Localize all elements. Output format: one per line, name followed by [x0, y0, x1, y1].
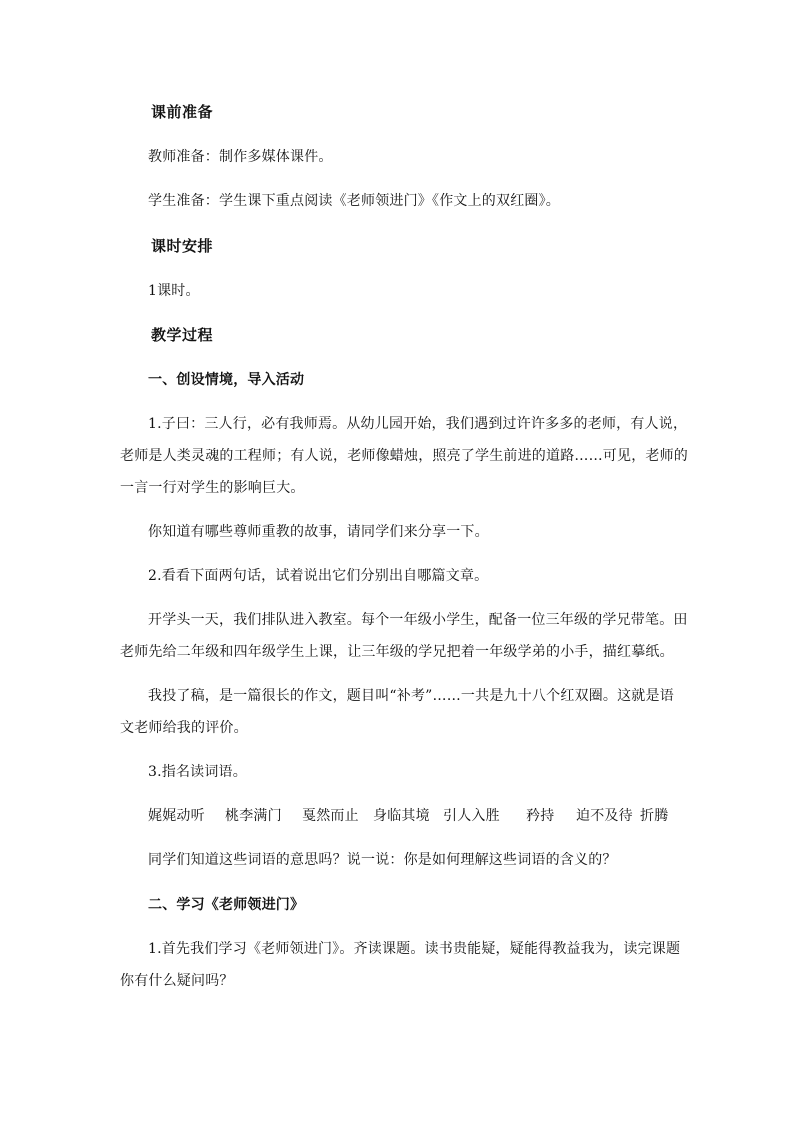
paragraph-line: 文老师给我的评价。 — [120, 720, 248, 736]
paragraph-teacher-prep: 教师准备：制作多媒体课件。 — [148, 149, 333, 165]
heading-lesson-prep: 课前准备 — [151, 103, 214, 121]
paragraph-student-prep: 学生准备：学生课下重点阅读《老师领进门》《作文上的双红圈》。 — [148, 193, 560, 209]
vocab-word: 戛然而止 — [302, 808, 359, 824]
paragraph-line: 老师是人类灵魂的工程师；有人说，老师像蜡烛，照亮了学生前进的道路……可见，老师的 — [120, 448, 688, 464]
heading-part-two: 二、学习《老师领进门》 — [148, 897, 305, 913]
paragraph-line: 2.看看下面两句话，试着说出它们分别出自哪篇文章。 — [148, 568, 489, 584]
vocab-word: 引人入胜 — [443, 808, 500, 824]
vocab-word: 身临其境 — [373, 808, 430, 824]
paragraph-schedule: 1课时。 — [148, 283, 200, 299]
vocab-word: 桃李满门 — [225, 808, 282, 824]
paragraph-line: 1.首先我们学习《老师领进门》。齐读课题。读书贵能疑，疑能得教益我为，读完课题 — [148, 941, 681, 957]
paragraph-line: 老师先给二年级和四年级学生上课，让三年级的学兄把着一年级学弟的小手，描红摹纸。 — [120, 644, 674, 660]
heading-part-one: 一、创设情境，导入活动 — [148, 372, 305, 388]
paragraph-line: 3.指名读词语。 — [148, 764, 247, 780]
paragraph-line: 一言一行对学生的影响巨大。 — [120, 480, 305, 496]
heading-teaching-process: 教学过程 — [151, 326, 214, 344]
paragraph-line: 1.子曰：三人行，必有我师焉。从幼儿园开始，我们遇到过许许多多的老师，有人说， — [148, 416, 688, 432]
paragraph-line: 开学头一天，我们排队进入教室。每个一年级小学生，配备一位三年级的学兄带笔。田 — [148, 612, 688, 628]
vocab-word: 娓娓动听 — [148, 808, 205, 824]
paragraph-line: 你有什么疑问吗？ — [120, 973, 234, 989]
paragraph-line: 我投了稿，是一篇很长的作文，题目叫“补考”……一共是九十八个红双圈。这就是语 — [148, 688, 674, 704]
vocab-word: 迫不及待 — [576, 808, 633, 824]
heading-schedule: 课时安排 — [151, 237, 214, 255]
vocab-word: 矜持 — [526, 808, 555, 824]
paragraph-line: 同学们知道这些词语的意思吗？说一说：你是如何理解这些词语的含义的？ — [148, 852, 617, 868]
vocab-word: 折腾 — [640, 808, 669, 824]
paragraph-line: 你知道有哪些尊师重教的故事，请同学们来分享一下。 — [148, 524, 489, 540]
